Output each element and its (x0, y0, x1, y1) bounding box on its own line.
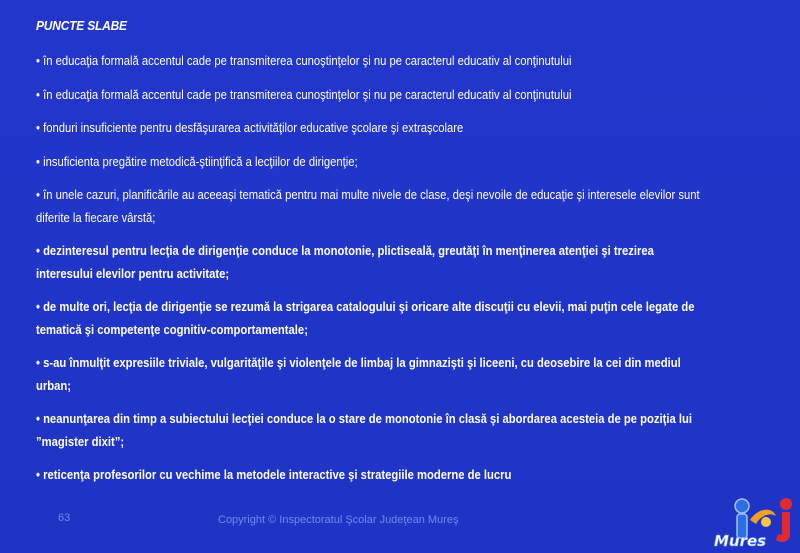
copyright-text: Copyright © Inspectoratul Şcolar Judeţean Mureş (218, 514, 459, 526)
bullet-item: • fonduri insuficiente pentru desfăşurarea activităţilor educative şcolare şi extraşcolare (36, 121, 464, 135)
page-number: 63 (58, 512, 71, 524)
bullet-item: • insuficienta pregătire metodică-ştiinţifică a lecţiilor de dirigenţie; (36, 154, 358, 169)
bullet-item: • în unele cazuri, planificările au aceeaşi tematică pentru mai multe nivele de clase, deşi nevoile de educaţie şi interesele elevilor sunt diferite la fiecare vârstă; (36, 188, 700, 225)
bullet-item-bold: • de multe ori, lecţia de dirigenţie se rezumă la strigarea catalogului şi oricare alte discuţii cu elevii, mai puţin cele legate de tematică şi competenţe cognitiv-comportamentale; (36, 300, 695, 337)
isj-mures-logo-icon (710, 494, 796, 550)
svg-text:Mures: Mures (714, 532, 767, 550)
slide-content (36, 16, 726, 498)
bullet-item-bold: • neanunţarea din timp a subiectului lecţiei conduce la o stare de monotonie în clasă şi abordarea acesteia de pe poziţia lui ”magister dixit”; (36, 412, 693, 449)
bullet-item: • în educaţia formală accentul cade pe transmiterea cunoştinţelor şi nu pe caracterul educativ al conţinutului (36, 87, 572, 102)
bullet-item-bold: • reticenţa profesorilor cu vechime la metodele interactive şi strategiile moderne de lucru (36, 468, 512, 482)
bullet-item: • în educaţia formală accentul cade pe transmiterea cunoştinţelor şi nu pe caracterul educativ al conţinutului (36, 54, 572, 68)
slide-title: PUNCTE SLABE (36, 18, 127, 33)
bullet-item-bold: • s-au înmulţit expresiile triviale, vulgarităţile şi violenţele de limbaj la gimnazişti şi liceeni, cu deosebire la cei din mediul urban; (36, 356, 681, 393)
bullet-item-bold: • dezinteresul pentru lecţia de dirigenţie conduce la monotonie, plictiseală, greutăţi în menţinerea atenţiei şi trezirea interesului elevilor pentru activitate; (36, 244, 654, 281)
